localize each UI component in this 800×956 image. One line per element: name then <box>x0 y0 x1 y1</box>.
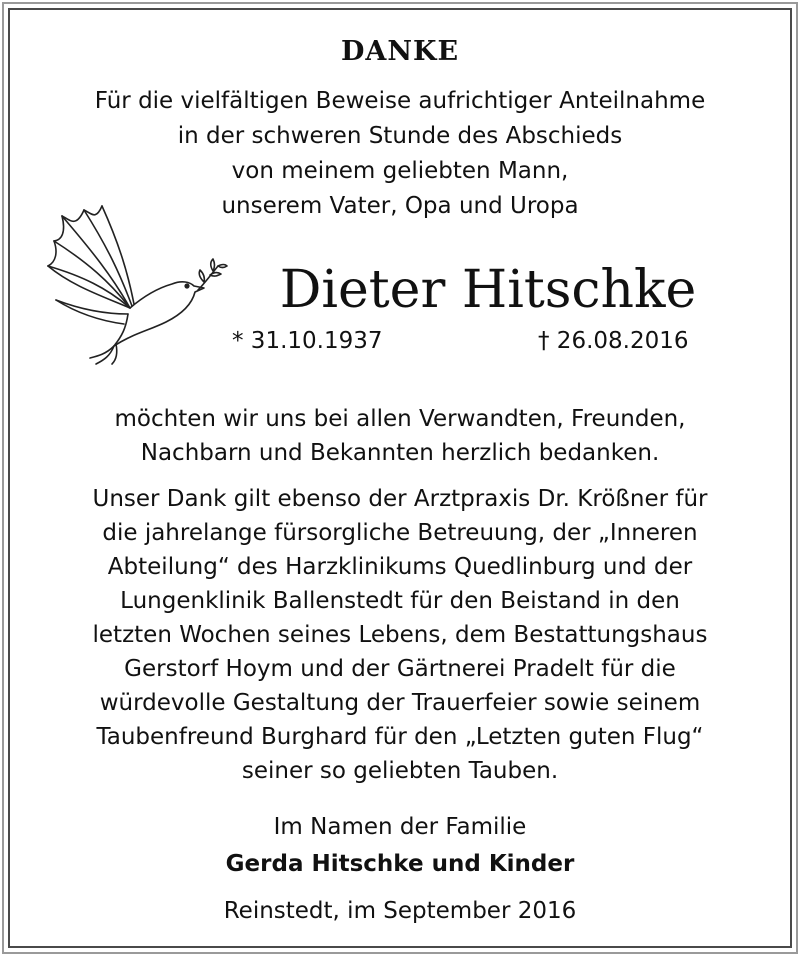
heading: DANKE <box>340 36 460 67</box>
detail-line: würdevolle Gestaltung der Trauerfeier sowie seinem <box>99 690 701 716</box>
family-signature: Gerda Hitschke und Kinder <box>225 851 575 877</box>
birth-date: * 31.10.1937 <box>232 328 383 354</box>
obituary-card <box>8 8 792 948</box>
thanks-text <box>10 402 790 788</box>
thanks-line: Nachbarn und Bekannten herzlich bedanken. <box>140 440 660 466</box>
detail-line: Lungenklinik Ballenstedt für den Beistand in den <box>120 588 680 614</box>
detail-line: letzten Wochen seines Lebens, dem Bestattungshaus <box>92 622 708 648</box>
death-date: † 26.08.2016 <box>538 328 689 354</box>
detail-line: Abteilung“ des Harzklinikums Quedlinburg und der <box>107 554 693 580</box>
detail-line: seiner so geliebten Tauben. <box>241 758 559 784</box>
intro-line: in der schweren Stunde des Abschieds <box>177 123 623 149</box>
detail-line: Taubenfreund Burghard für den „Letzten guten Flug“ <box>96 724 704 750</box>
thanks-line: möchten wir uns bei allen Verwandten, Freunden, <box>114 406 686 432</box>
intro-line: Für die vielfältigen Beweise aufrichtiger Anteilnahme <box>94 88 706 114</box>
on-behalf-text: Im Namen der Familie <box>273 814 527 840</box>
intro-line: unserem Vater, Opa und Uropa <box>221 193 579 219</box>
detail-line: Gerstorf Hoym und der Gärtnerei Pradelt für die <box>124 656 676 682</box>
deceased-name: Dieter Hitschke <box>279 260 697 320</box>
detail-line: die jahrelange fürsorgliche Betreuung, der „Inneren <box>102 520 698 546</box>
intro-line: von meinem geliebten Mann, <box>231 158 569 184</box>
place-date: Reinstedt, im September 2016 <box>223 898 577 924</box>
detail-line: Unser Dank gilt ebenso der Arztpraxis Dr. Krößner für <box>92 486 708 512</box>
signature-block <box>10 810 790 884</box>
dove-with-olive-branch-icon <box>32 196 232 366</box>
